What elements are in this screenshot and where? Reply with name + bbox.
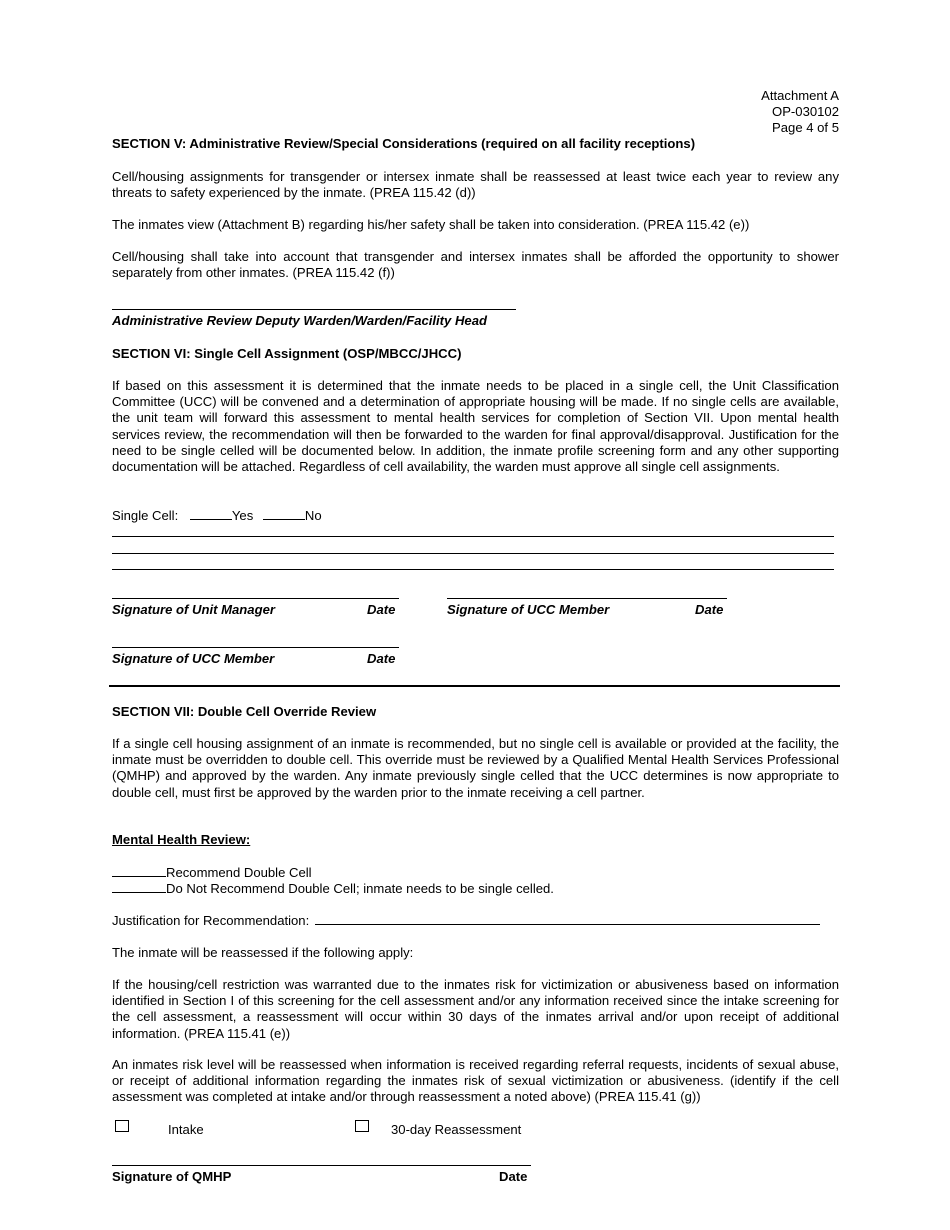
single-cell-yes-blank[interactable] xyxy=(190,507,232,520)
justification-label: Justification for Recommendation: xyxy=(112,913,310,928)
section-divider xyxy=(109,685,840,687)
justification-line-3[interactable] xyxy=(112,569,834,570)
ucc-member-1-signature-line[interactable] xyxy=(447,598,727,599)
not-recommend-double-cell-label: Do Not Recommend Double Cell; inmate needs to be single celled. xyxy=(166,881,554,896)
justification-line-2[interactable] xyxy=(112,553,834,554)
qmhp-signature-line[interactable] xyxy=(112,1165,531,1166)
admin-review-signature-line[interactable] xyxy=(112,309,516,310)
unit-manager-date-label: Date xyxy=(367,602,396,617)
op-number: OP-030102 xyxy=(772,104,839,119)
single-cell-label: Single Cell: xyxy=(112,508,179,523)
qmhp-signature-label: Signature of QMHP xyxy=(112,1169,232,1184)
single-cell-no-label: No xyxy=(304,508,322,523)
section-6-title: SECTION VI: Single Cell Assignment (OSP/MBCC/JHCC) xyxy=(112,346,462,361)
mental-health-review-title: Mental Health Review: xyxy=(112,832,251,847)
not-recommend-double-cell-row xyxy=(112,880,554,897)
justification-row xyxy=(112,912,820,929)
reassessment-checkbox-label: 30-day Reassessment xyxy=(391,1122,522,1137)
section-5-paragraph-3: Cell/housing shall take into account that transgender and intersex inmates shall be afforded the opportunity to shower separately from other inmates. (PREA 115.42 (f)) xyxy=(112,249,839,281)
intake-checkbox[interactable] xyxy=(115,1120,129,1132)
section-6-paragraph: If based on this assessment it is determined that the inmate needs to be placed in a single cell, the Unit Classification Committee (UCC) will be convened and a determination of appropriate housing will be made. If no single cells are available, the unit team will forward this assessment to mental health services for completion of Section VII. Upon mental health services review, the recommendation will then be forwarded to the warden for final approval/disapproval. Justification for the need to be single celled will be documented below. In addition, the inmate profile screening form and any other supporting documentation will be attached. Regardless of cell availability, the warden must approve all single cell assignments. xyxy=(112,378,839,475)
ucc-member-2-signature-line[interactable] xyxy=(112,647,399,648)
ucc-member-2-signature-label: Signature of UCC Member xyxy=(112,651,275,666)
section-7-paragraph-3: An inmates risk level will be reassessed when information is received regarding referral requests, incidents of sexual abuse, or receipt of additional information regarding the inmates risk of sexual victimization or abusiveness. (identify if the cell assessment was completed at intake and/or through reassessment a noted above) (PREA 115.41 (g)) xyxy=(112,1057,839,1105)
justification-line-1[interactable] xyxy=(112,536,834,537)
not-recommend-double-cell-blank[interactable] xyxy=(112,880,166,893)
single-cell-no-blank[interactable] xyxy=(263,507,305,520)
section-5-paragraph-1: Cell/housing assignments for transgender or intersex inmate shall be reassessed at least twice each year to review any threats to safety experienced by the inmate. (PREA 115.42 (d)) xyxy=(112,169,839,201)
single-cell-row xyxy=(112,507,322,524)
document-header xyxy=(761,88,839,136)
intake-checkbox-label: Intake xyxy=(168,1122,204,1137)
admin-review-signature-label: Administrative Review Deputy Warden/Warden/Facility Head xyxy=(112,313,487,328)
qmhp-date-label: Date xyxy=(499,1169,528,1184)
reassess-intro: The inmate will be reassessed if the following apply: xyxy=(112,945,414,960)
unit-manager-signature-label: Signature of Unit Manager xyxy=(112,602,275,617)
section-7-title: SECTION VII: Double Cell Override Review xyxy=(112,704,377,719)
ucc-member-1-date-label: Date xyxy=(695,602,724,617)
page-number: Page 4 of 5 xyxy=(772,120,839,135)
recommend-double-cell-blank[interactable] xyxy=(112,864,166,877)
reassessment-checkbox[interactable] xyxy=(355,1120,369,1132)
section-7-paragraph-1: If a single cell housing assignment of an inmate is recommended, but no single cell is available or provided at the facility, the inmate must be overridden to double cell. This override must be reviewed by a Qualified Mental Health Services Professional (QMHP) and approved by the warden. Any inmate previously single celled that the UCC determines is now appropriate to double cell, must first be approved by the warden prior to the inmate receiving a cell partner. xyxy=(112,736,839,800)
single-cell-yes-label: Yes xyxy=(231,508,254,523)
justification-field[interactable] xyxy=(315,912,820,925)
ucc-member-1-signature-label: Signature of UCC Member xyxy=(447,602,610,617)
recommend-double-cell-label: Recommend Double Cell xyxy=(166,865,312,880)
section-5-paragraph-2: The inmates view (Attachment B) regarding his/her safety shall be taken into consideration. (PREA 115.42 (e)) xyxy=(112,217,750,232)
ucc-member-2-date-label: Date xyxy=(367,651,396,666)
section-5-title: SECTION V: Administrative Review/Special Considerations (required on all facility receptions) xyxy=(112,136,696,151)
attachment-label: Attachment A xyxy=(761,88,839,103)
unit-manager-signature-line[interactable] xyxy=(112,598,399,599)
recommend-double-cell-row xyxy=(112,864,312,881)
section-7-paragraph-2: If the housing/cell restriction was warranted due to the inmates risk for victimization or abusiveness based on information identified in Section I of this screening for the cell assessment and/or any information received since the intake screening for the cell assessment, a reassessment will occur within 30 days of the inmates arrival and/or upon receipt of additional information. (PREA 115.41 (e)) xyxy=(112,977,839,1041)
